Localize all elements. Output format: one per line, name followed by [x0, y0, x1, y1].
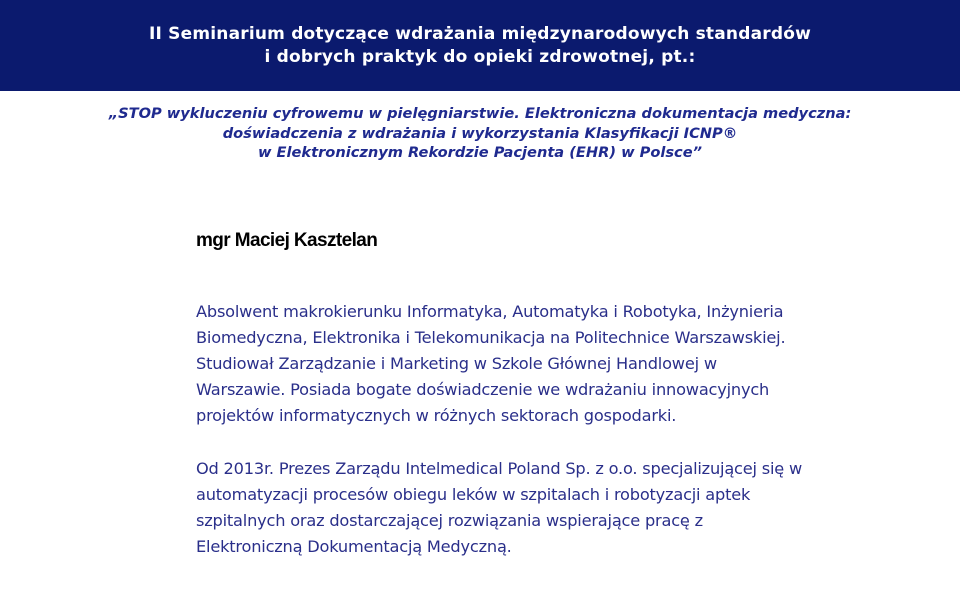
bio-line: Elektroniczną Dokumentacją Medyczną.	[196, 537, 512, 556]
paragraph-gap	[196, 429, 946, 456]
bio-line: automatyzacji procesów obiegu leków w szpitalach i robotyzacji aptek	[196, 485, 751, 504]
seminar-subtitle	[0, 104, 960, 163]
seminar-banner	[0, 0, 960, 91]
bio-line: Warszawie. Posiada bogate doświadczenie we wdrażaniu innowacyjnych	[196, 380, 770, 399]
bio-line: Studiował Zarządzanie i Marketing w Szkole Głównej Handlowej w	[196, 354, 717, 373]
subtitle-line-2: doświadczenia z wdrażania i wykorzystania Klasyfikacji ICNP®	[222, 124, 738, 142]
bio-line: Od 2013r. Prezes Zarządu Intelmedical Poland Sp. z o.o. specjalizującej się w	[196, 459, 803, 478]
bio-line: szpitalnych oraz dostarczającej rozwiązania wspierające pracę z	[196, 511, 703, 530]
subtitle-line-3: w Elektronicznym Rekordzie Pacjenta (EHR) w Polsce”	[257, 144, 703, 161]
subtitle-line-1: „STOP wykluczeniu cyfrowemu w pielęgniarstwie. Elektroniczna dokumentacja medyczna:	[108, 105, 852, 122]
speaker-bio	[196, 299, 946, 560]
bio-line: Biomedyczna, Elektronika i Telekomunikacja na Politechnice Warszawskiej.	[196, 328, 786, 347]
bio-paragraph-education	[196, 299, 946, 429]
bio-line: projektów informatycznych w różnych sektorach gospodarki.	[196, 406, 677, 425]
bio-line: Absolwent makrokierunku Informatyka, Automatyka i Robotyka, Inżynieria	[196, 302, 784, 321]
bio-paragraph-career	[196, 456, 946, 560]
banner-title-line-2: i dobrych praktyk do opieki zdrowotnej, pt.:	[264, 46, 696, 67]
speaker-name: mgr Maciej Kasztelan	[196, 230, 378, 251]
banner-title-line-1: II Seminarium dotyczące wdrażania międzynarodowych standardów	[148, 23, 812, 44]
